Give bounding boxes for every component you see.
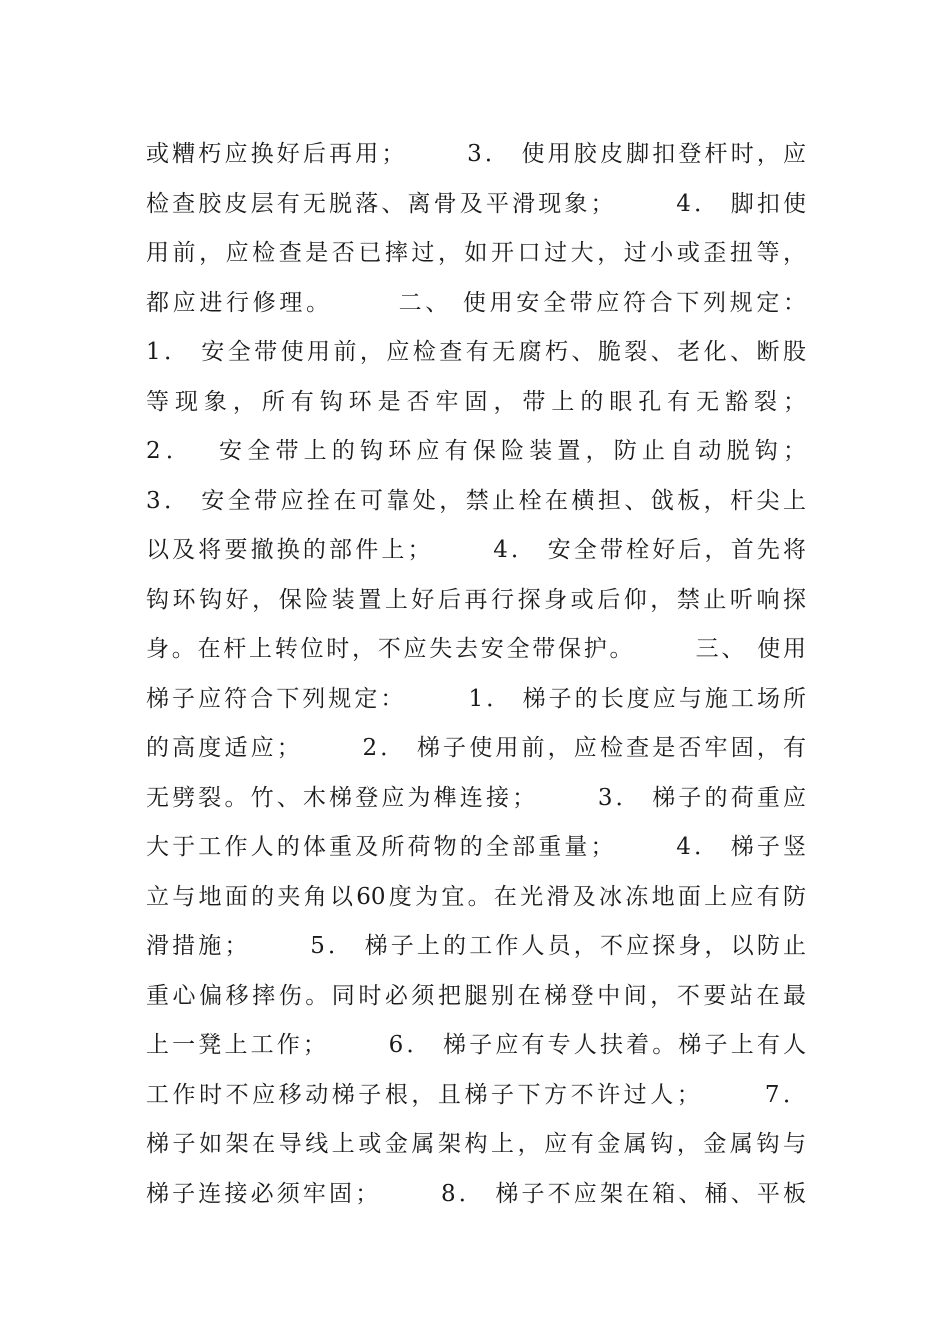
text-line: 以及将要撤换的部件上； 4． 安全带栓好后，首先将 — [146, 537, 806, 563]
text-line: 重心偏移摔伤。同时必须把腿别在梯登中间，不要站在最 — [146, 982, 806, 1009]
text-line: 上一凳上工作； 6． 梯子应有专人扶着。梯子上有人 — [146, 1032, 806, 1058]
text-line: 检查胶皮层有无脱落、离骨及平滑现象； 4． 脚扣使 — [146, 190, 806, 217]
text-line: 工作时不应移动梯子根，且梯子下方不许过人； 7． — [146, 1081, 806, 1108]
text-line: 梯子连接必须牢固； 8． 梯子不应架在箱、桶、平板 — [146, 1180, 806, 1207]
text-line: 无劈裂。竹、木梯登应为榫连接； 3． 梯子的荷重应 — [146, 784, 806, 811]
text-line: 钩环钩好，保险装置上好后再行探身或后仰，禁止听响探 — [146, 586, 806, 613]
text-line: 的高度适应； 2． 梯子使用前，应检查是否牢固，有 — [146, 735, 806, 761]
text-line: 3． 安全带应拴在可靠处，禁止栓在横担、戗板，杆尖上 — [146, 487, 806, 514]
text-line: 1． 安全带使用前，应检查有无腐朽、脆裂、老化、断股 — [146, 339, 806, 365]
text-line: 都应进行修理。 二、 使用安全带应符合下列规定： — [146, 289, 806, 316]
text-line: 或糟朽应换好后再用； 3． 使用胶皮脚扣登杆时，应 — [146, 141, 806, 167]
text-line: 2． 安全带上的钩环应有保险装置，防止自动脱钩； — [146, 438, 806, 464]
text-line: 梯子如架在导线上或金属架构上，应有金属钩，金属钩与 — [146, 1131, 806, 1157]
text-line: 大于工作人的体重及所荷物的全部重量； 4． 梯子竖 — [146, 834, 806, 860]
body-text — [146, 130, 806, 1219]
text-line: 立与地面的夹角以60度为宜。在光滑及冰冻地面上应有防 — [146, 883, 806, 910]
text-line: 等现象，所有钩环是否牢固，带上的眼孔有无豁裂； — [146, 388, 806, 415]
text-line: 身。在杆上转位时，不应失去安全带保护。 三、 使用 — [146, 636, 806, 662]
text-line: 梯子应符合下列规定： 1． 梯子的长度应与施工场所 — [146, 685, 806, 712]
text-line: 用前，应检查是否已摔过，如开口过大，过小或歪扭等， — [146, 240, 806, 266]
text-line: 滑措施； 5． 梯子上的工作人员，不应探身，以防止 — [146, 933, 806, 959]
